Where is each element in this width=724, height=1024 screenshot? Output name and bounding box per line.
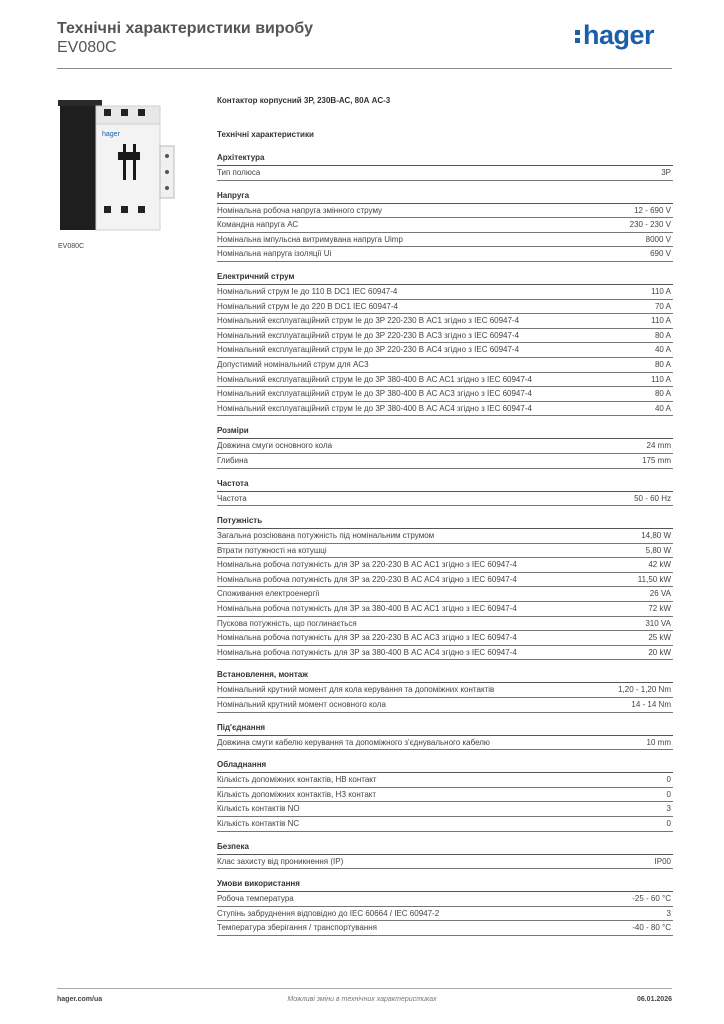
spec-row xyxy=(217,329,673,344)
spec-label: Номінальна імпульсна витримувана напруга Uimp xyxy=(217,234,403,244)
spec-label: Номінальна робоча потужність для 3P за 220-230 В AC AC4 згідно з IEC 60947-4 xyxy=(217,574,517,584)
spec-value: 1,20 - 1,20 Nm xyxy=(618,685,671,695)
spec-row xyxy=(217,617,673,632)
spec-row xyxy=(217,788,673,803)
spec-label: Втрати потужності на котушці xyxy=(217,545,327,555)
page-title: Технічні характеристики виробу xyxy=(57,20,313,37)
spec-row xyxy=(217,387,673,402)
spec-row xyxy=(217,343,673,358)
section-heading: Умови використання xyxy=(217,879,673,892)
spec-content xyxy=(217,96,673,946)
spec-row xyxy=(217,544,673,559)
spec-row xyxy=(217,300,673,315)
footer-divider xyxy=(57,988,672,989)
spec-label: Кількість допоміжних контактів, НВ контакт xyxy=(217,775,377,785)
spec-row xyxy=(217,698,673,713)
spec-label: Ступінь забруднення відповідно до IEC 60664 / IEC 60947-2 xyxy=(217,908,440,918)
spec-value: 230 - 230 V xyxy=(629,220,671,230)
spec-section xyxy=(217,760,673,831)
spec-value: 14 - 14 Nm xyxy=(631,700,671,710)
spec-row xyxy=(217,683,673,698)
spec-row xyxy=(217,631,673,646)
spec-value: 690 V xyxy=(650,249,671,259)
spec-label: Номінальна робоча потужність для 3P за 220-230 В AC AC3 згідно з IEC 60947-4 xyxy=(217,633,517,643)
spec-value: 310 VA xyxy=(645,618,671,628)
spec-label: Командна напруга АС xyxy=(217,220,299,230)
spec-value: 0 xyxy=(666,775,671,785)
spec-value: 42 kW xyxy=(648,560,671,570)
spec-section xyxy=(217,426,673,468)
spec-section xyxy=(217,479,673,507)
spec-section xyxy=(217,842,673,870)
spec-value: 50 - 60 Hz xyxy=(634,493,671,503)
spec-label: Загальна розсіювана потужність під номінальним струмом xyxy=(217,531,435,541)
spec-label: Номінальний крутний момент основного кола xyxy=(217,700,386,710)
spec-row xyxy=(217,921,673,936)
spec-label: Номінальний експлуатаційний струм Ie до 3P 220-230 В AC1 згідно з IEC 60947-4 xyxy=(217,316,520,326)
spec-row xyxy=(217,736,673,751)
spec-value: 3 xyxy=(666,908,671,918)
spec-value: 24 mm xyxy=(646,441,671,451)
spec-value: 11,50 kW xyxy=(637,574,671,584)
spec-value: 5,80 W xyxy=(645,545,671,555)
spec-row xyxy=(217,646,673,661)
spec-row xyxy=(217,358,673,373)
product-label: hager xyxy=(102,131,120,138)
spec-value: 20 kW xyxy=(648,647,671,657)
spec-label: Номінальна робоча потужність для 3P за 380-400 В AC AC1 згідно з IEC 60947-4 xyxy=(217,604,517,614)
spec-section xyxy=(217,272,673,416)
spec-section xyxy=(217,879,673,936)
spec-label: Номінальний крутний момент для кола керування та допоміжних контактів xyxy=(217,685,495,695)
image-caption: EV080C xyxy=(58,243,85,250)
section-heading: Частота xyxy=(217,479,673,492)
page-header xyxy=(57,20,672,68)
spec-row xyxy=(217,218,673,233)
spec-value: 40 A xyxy=(654,403,671,413)
spec-label: Частота xyxy=(217,493,247,503)
spec-label: Номінальна робоча потужність для 3P за 220-230 В AC AC1 згідно з IEC 60947-4 xyxy=(217,560,517,570)
spec-label: Кількість допоміжних контактів, НЗ контакт xyxy=(217,789,377,799)
spec-row xyxy=(217,907,673,922)
spec-label: Температура зберігання / транспортування xyxy=(217,923,378,933)
spec-label: Номінальний експлуатаційний струм Ie до 3P 380-400 В AC AC1 згідно з IEC 60947-4 xyxy=(217,374,532,384)
spec-section xyxy=(217,670,673,712)
spec-section xyxy=(217,191,673,262)
spec-row xyxy=(217,166,673,181)
logo-text: hager xyxy=(582,20,654,50)
spec-value: 70 A xyxy=(654,301,671,311)
footer-website: hager.com/ua xyxy=(57,996,103,1003)
footer-date: 06.01.2026 xyxy=(636,996,672,1003)
spec-section xyxy=(217,723,673,751)
spec-row xyxy=(217,247,673,262)
spec-row xyxy=(217,454,673,469)
spec-label: Номінальний експлуатаційний струм Ie до 3P 220-230 В AC3 згідно з IEC 60947-4 xyxy=(217,330,520,340)
spec-value: 80 A xyxy=(654,389,671,399)
spec-label: Пускова потужність, що поглинається xyxy=(217,618,357,628)
spec-value: 0 xyxy=(666,819,671,828)
spec-label: Клас захисту від проникнення (IP) xyxy=(217,856,344,866)
spec-row xyxy=(217,558,673,573)
spec-value: 72 kW xyxy=(648,604,671,614)
spec-section xyxy=(217,153,673,181)
spec-value: -25 - 60 °C xyxy=(632,894,671,904)
spec-value: 0 xyxy=(666,789,671,799)
spec-label: Тип полюса xyxy=(217,168,261,177)
spec-value: 26 VA xyxy=(649,589,671,599)
spec-value: 3 xyxy=(666,804,671,814)
product-image xyxy=(58,96,176,236)
spec-label: Довжина смуги основного кола xyxy=(217,441,333,451)
tech-specs-title: Технічні характеристики xyxy=(217,130,314,139)
spec-row xyxy=(217,314,673,329)
spec-label: Номінальна робоча напруга змінного струму xyxy=(217,205,383,215)
spec-row xyxy=(217,285,673,300)
section-heading: Встановлення, монтаж xyxy=(217,670,673,683)
spec-label: Номінальна напруга ізоляції Ui xyxy=(217,249,332,259)
spec-label: Номінальний експлуатаційний струм Ie до 3P 380-400 В AC AC4 згідно з IEC 60947-4 xyxy=(217,403,532,413)
spec-value: 110 A xyxy=(651,316,671,326)
spec-value: 25 kW xyxy=(648,633,671,643)
spec-value: 80 A xyxy=(654,330,671,340)
spec-value: -40 - 80 °C xyxy=(632,923,671,933)
section-heading: Розміри xyxy=(217,426,673,439)
spec-label: Робоча температура xyxy=(217,894,294,904)
section-heading: Під'єднання xyxy=(217,723,673,736)
spec-label: Глибина xyxy=(217,455,248,465)
product-title: Контактор корпусний 3P, 230В-АС, 80А AC-3 xyxy=(217,96,391,105)
spec-row xyxy=(217,817,673,832)
spec-value: 10 mm xyxy=(646,737,671,747)
spec-section xyxy=(217,516,673,660)
hager-logo xyxy=(575,20,654,50)
section-heading: Архітектура xyxy=(217,153,673,166)
spec-row xyxy=(217,573,673,588)
spec-label: Номінальний експлуатаційний струм Ie до 3P 380-400 В AC AC3 згідно з IEC 60947-4 xyxy=(217,389,532,399)
section-heading: Обладнання xyxy=(217,760,673,773)
spec-row xyxy=(217,529,673,544)
section-heading: Потужність xyxy=(217,516,673,529)
spec-value: 110 A xyxy=(651,374,671,384)
spec-row xyxy=(217,587,673,602)
spec-value: 110 A xyxy=(651,286,671,296)
spec-label: Довжина смуги кабелю керування та допоміжного з'єднувального кабелю xyxy=(217,737,490,747)
spec-value: 12 - 690 V xyxy=(634,205,671,215)
spec-value: 175 mm xyxy=(642,455,671,465)
spec-row xyxy=(217,402,673,417)
spec-label: Номінальний струм Ie до 220 В DC1 IEC 60947-4 xyxy=(217,301,398,311)
footer-disclaimer: Можливі зміни в технічних характеристиках xyxy=(287,996,437,1003)
spec-row xyxy=(217,602,673,617)
spec-value: 3P xyxy=(661,168,671,177)
spec-value: 8000 V xyxy=(645,234,671,244)
spec-row xyxy=(217,892,673,907)
spec-row xyxy=(217,373,673,388)
spec-value: 40 A xyxy=(654,345,671,355)
section-heading: Безпека xyxy=(217,842,673,855)
spec-value: 14,80 W xyxy=(641,531,671,541)
spec-row xyxy=(217,233,673,248)
spec-label: Споживання електроенергії xyxy=(217,589,320,599)
section-heading: Напруга xyxy=(217,191,673,204)
spec-row xyxy=(217,773,673,788)
header-divider xyxy=(57,68,672,69)
spec-label: Номінальний експлуатаційний струм Ie до 3P 220-230 В AC4 згідно з IEC 60947-4 xyxy=(217,345,520,355)
spec-row xyxy=(217,492,673,507)
product-code: EV080C xyxy=(57,39,117,56)
spec-value: IP00 xyxy=(654,856,671,866)
spec-label: Допустимий номінальний струм для AC3 xyxy=(217,359,369,369)
spec-sections xyxy=(217,153,673,936)
spec-label: Кількість контактів NC xyxy=(217,819,300,828)
spec-label: Кількість контактів NO xyxy=(217,804,300,814)
spec-row xyxy=(217,204,673,219)
spec-row xyxy=(217,439,673,454)
spec-label: Номінальна робоча потужність для 3P за 380-400 В AC AC4 згідно з IEC 60947-4 xyxy=(217,647,517,657)
spec-label: Номінальний струм Ie до 110 В DC1 IEC 60947-4 xyxy=(217,286,398,296)
spec-value: 80 A xyxy=(654,359,671,369)
section-heading: Електричний струм xyxy=(217,272,673,285)
spec-row xyxy=(217,855,673,870)
logo-dots-icon xyxy=(575,27,581,46)
spec-row xyxy=(217,802,673,817)
